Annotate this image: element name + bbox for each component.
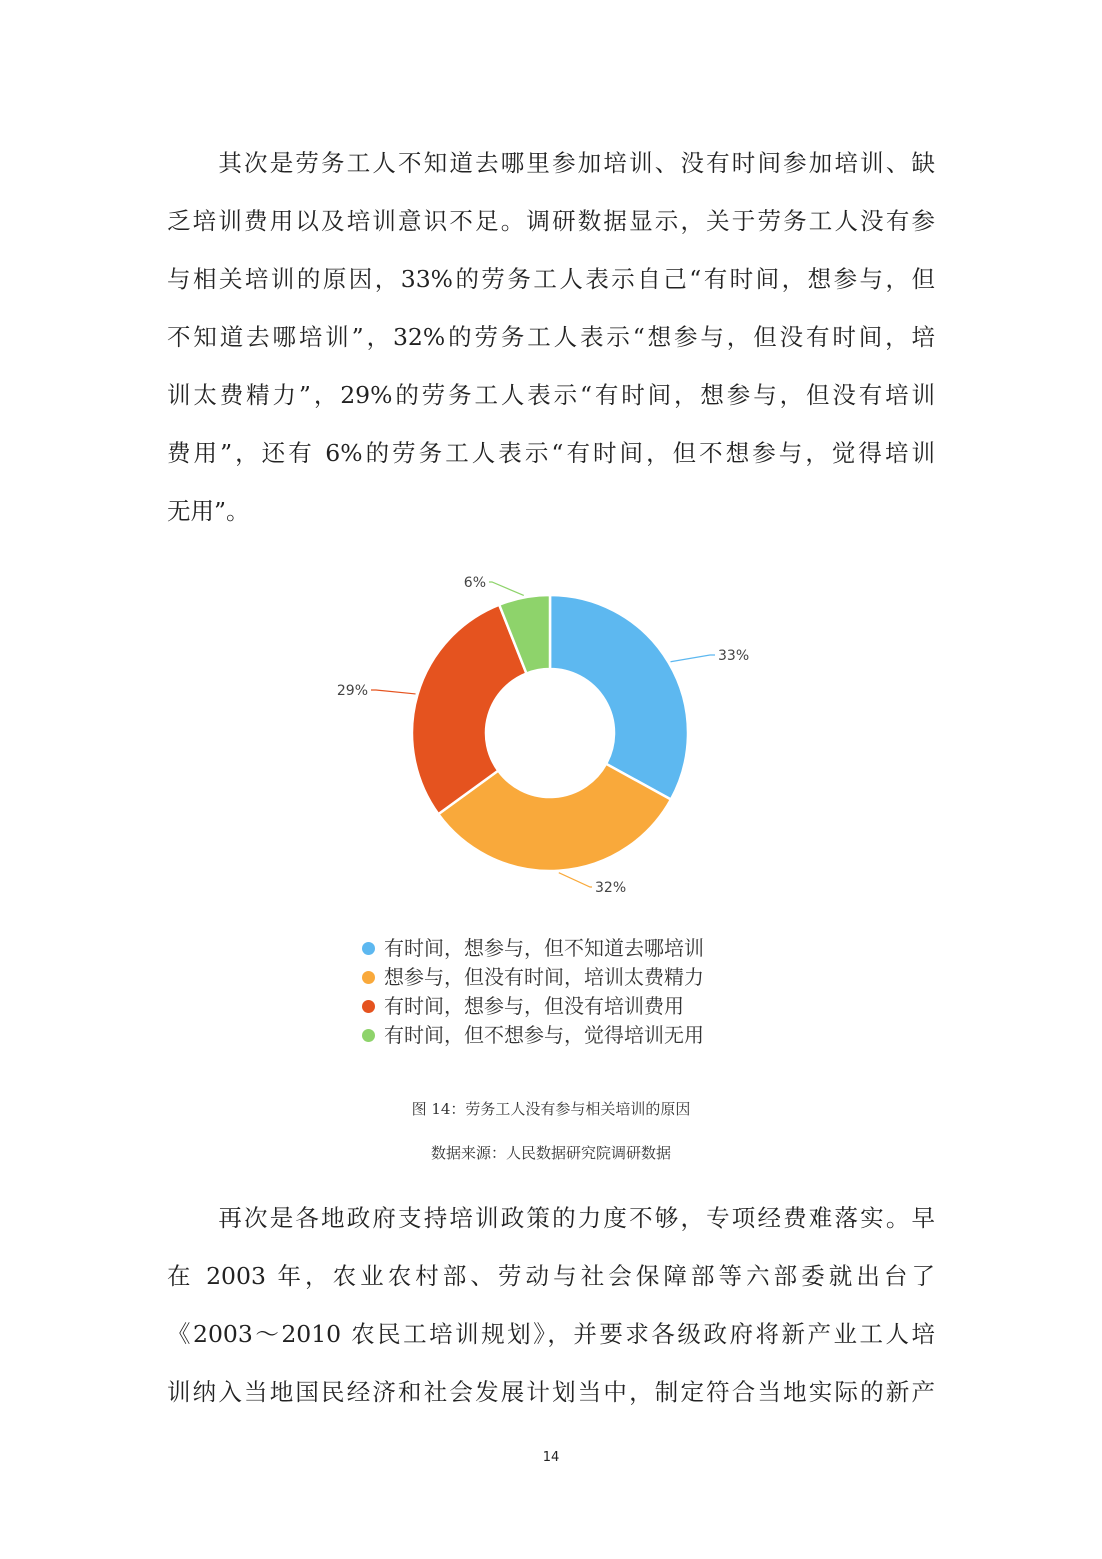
paragraph-2 [167, 1189, 935, 1421]
paragraph-line: 《2003～2010 农民工培训规划》，并要求各级政府将新产业工人培 [167, 1320, 935, 1348]
leader-line [371, 690, 416, 694]
paragraph-line: 与相关培训的原因，33%的劳务工人表示自己“有时间，想参与，但 [167, 265, 935, 293]
paragraph-line: 无用”。 [167, 497, 250, 525]
paragraph-line: 乏培训费用以及培训意识不足。调研数据显示，关于劳务工人没有参 [167, 207, 935, 235]
paragraph-line: 再次是各地政府支持培训政策的力度不够，专项经费难落实。早 [167, 1204, 935, 1232]
chart-legend [362, 934, 704, 1050]
data-label: 32% [595, 880, 627, 896]
legend-item [362, 934, 704, 963]
legend-swatch [362, 1000, 375, 1013]
data-label: 33% [718, 648, 750, 664]
legend-label: 有时间，想参与，但没有培训费用 [384, 994, 684, 1018]
legend-item [362, 1021, 704, 1050]
leader-line [559, 873, 592, 887]
donut-slice [550, 595, 688, 799]
legend-swatch [362, 942, 375, 955]
figure-source: 数据来源：人民数据研究院调研数据 [430, 1144, 671, 1162]
leader-line [489, 582, 524, 595]
legend-label: 想参与，但没有时间，培训太费精力 [384, 965, 704, 989]
paragraph-line: 在 2003 年，农业农村部、劳动与社会保障部等六部委就出台了 [167, 1262, 935, 1290]
legend-item [362, 963, 704, 992]
figure-caption: 图 14：劳务工人没有参与相关培训的原因 [411, 1100, 691, 1118]
legend-label: 有时间，但不想参与，觉得培训无用 [384, 1023, 704, 1047]
legend-swatch [362, 971, 375, 984]
paragraph-line: 其次是劳务工人不知道去哪里参加培训、没有时间参加培训、缺 [167, 149, 935, 177]
paragraph-line: 训太费精力”，29%的劳务工人表示“有时间，想参与，但没有培训 [167, 381, 935, 409]
paragraph-1 [167, 134, 935, 540]
leader-line [671, 655, 715, 662]
data-label: 29% [336, 683, 368, 699]
legend-item [362, 992, 704, 1021]
paragraph-line: 费用”，还有 6%的劳务工人表示“有时间，但不想参与，觉得培训 [167, 439, 935, 467]
data-label: 6% [463, 575, 486, 591]
legend-swatch [362, 1029, 375, 1042]
paragraph-line: 不知道去哪培训”，32%的劳务工人表示“想参与，但没有时间，培 [167, 323, 935, 351]
page-number: 14 [542, 1450, 560, 1465]
donut-chart [300, 560, 802, 920]
legend-label: 有时间，想参与，但不知道去哪培训 [384, 936, 704, 960]
paragraph-line: 训纳入当地国民经济和社会发展计划当中，制定符合当地实际的新产 [167, 1378, 935, 1406]
